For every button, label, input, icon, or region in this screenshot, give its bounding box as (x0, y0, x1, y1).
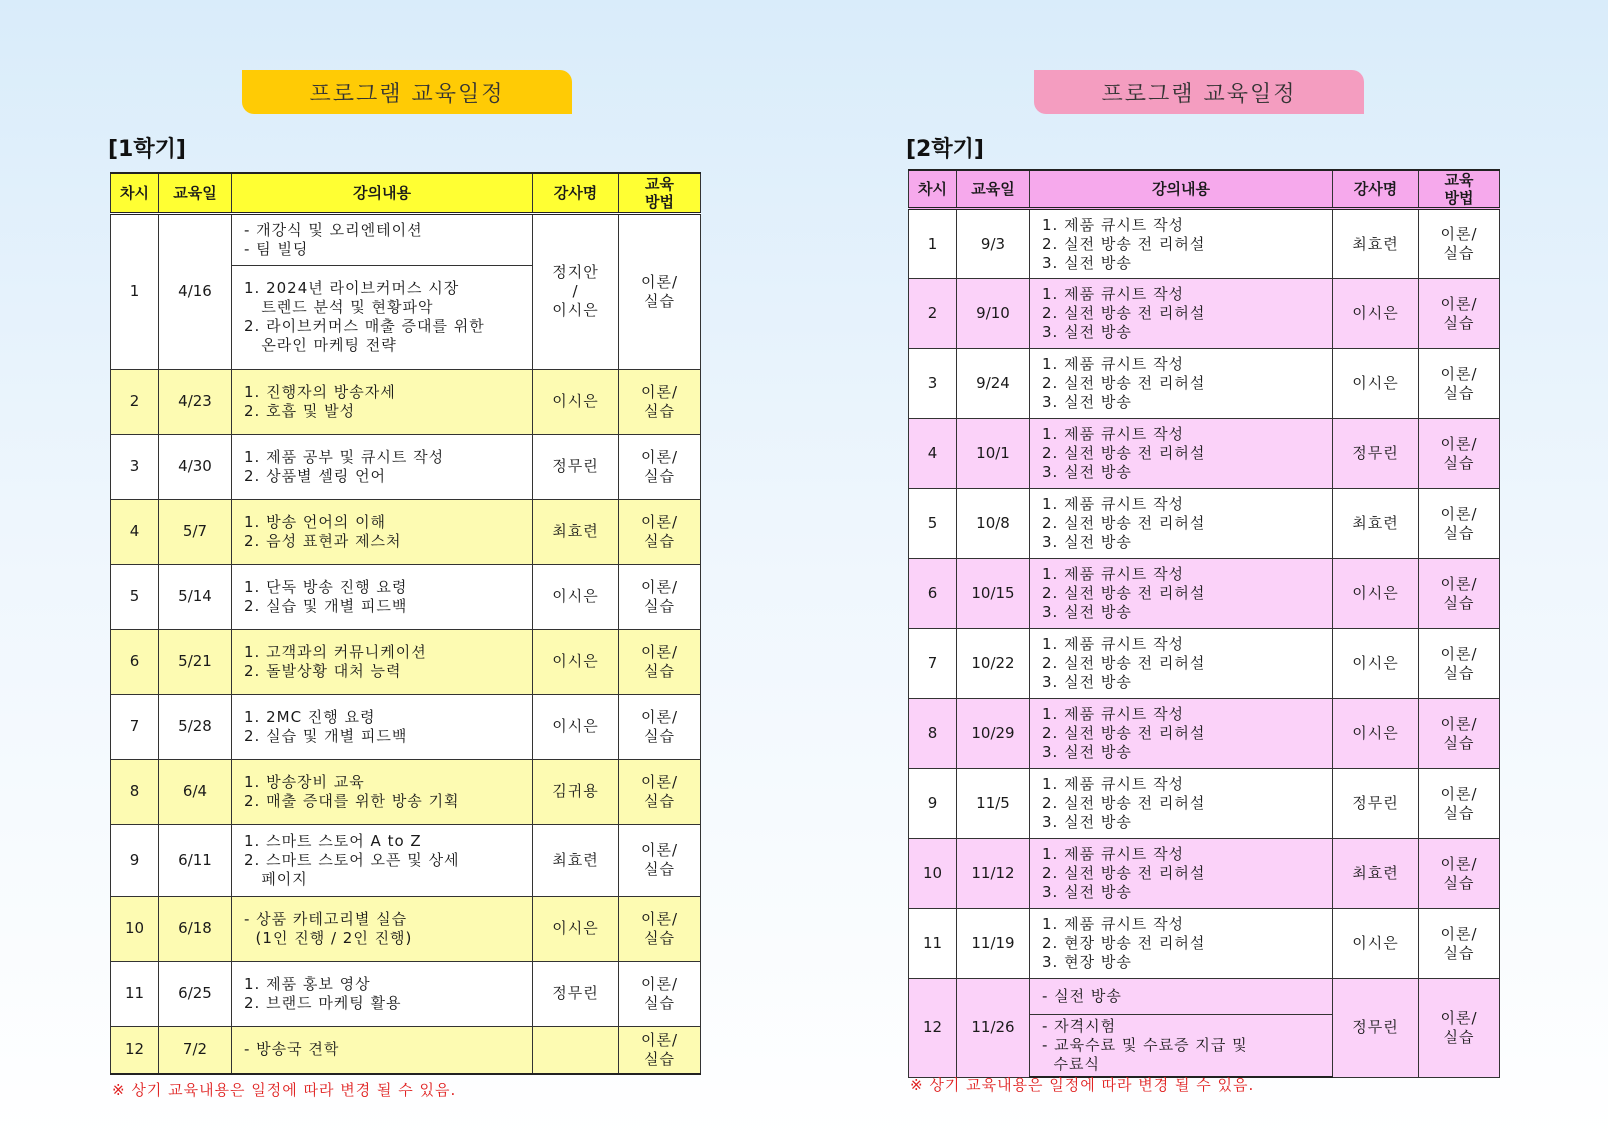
session-date: 5/7 (159, 499, 232, 564)
table-row (111, 759, 701, 824)
table-row (111, 1026, 701, 1074)
session-method: 이론/ 실습 (619, 1026, 701, 1074)
session-number: 8 (909, 699, 957, 769)
session-number: 9 (111, 824, 159, 896)
session-number: 12 (909, 979, 957, 1078)
table-row (111, 369, 701, 434)
session-content: 1. 진행자의 방송자세 2. 호흡 및 발성 (232, 369, 533, 434)
session-date: 10/29 (957, 699, 1030, 769)
session-method: 이론/ 실습 (619, 961, 701, 1026)
session-content: 1. 방송 언어의 이해 2. 음성 표현과 제스처 (232, 499, 533, 564)
table-row (111, 961, 701, 1026)
session-date: 9/24 (957, 349, 1030, 419)
table-row (111, 824, 701, 896)
session-method: 이론/ 실습 (1419, 909, 1500, 979)
left-change-notice: ※ 상기 교육내용은 일정에 따라 변경 될 수 있음. (112, 1081, 457, 1099)
session-number: 7 (909, 629, 957, 699)
session-content: 1. 제품 큐시트 작성 2. 실전 방송 전 리허설 3. 실전 방송 (1030, 699, 1333, 769)
session-method: 이론/ 실습 (619, 896, 701, 961)
session-date: 6/18 (159, 896, 232, 961)
table-row (111, 499, 701, 564)
header-method: 교육 방법 (619, 173, 701, 213)
session-method: 이론/ 실습 (1419, 979, 1500, 1078)
left-banner-title: 프로그램 교육일정 (242, 70, 572, 114)
session-date: 11/26 (957, 979, 1030, 1078)
session-instructor: 이시은 (1333, 909, 1419, 979)
session-number: 10 (111, 896, 159, 961)
session-instructor: 정지안 / 이시은 (533, 213, 619, 369)
session-method: 이론/ 실습 (1419, 559, 1500, 629)
table-row (909, 629, 1500, 699)
table-row (111, 629, 701, 694)
table-row (909, 419, 1500, 489)
session-content: 1. 제품 큐시트 작성 2. 실전 방송 전 리허설 3. 실전 방송 (1030, 419, 1333, 489)
session-number: 9 (909, 769, 957, 839)
session-date: 7/2 (159, 1026, 232, 1074)
session-method: 이론/ 실습 (1419, 629, 1500, 699)
session-instructor: 이시은 (1333, 559, 1419, 629)
session-number: 4 (909, 419, 957, 489)
right-change-notice: ※ 상기 교육내용은 일정에 따라 변경 될 수 있음. (910, 1076, 1255, 1094)
left-term-label: [1학기] (108, 137, 186, 162)
session-method: 이론/ 실습 (1419, 349, 1500, 419)
session-instructor: 최효련 (1333, 839, 1419, 909)
session-content: 1. 고객과의 커뮤니케이션 2. 돌발상황 대처 능력 (232, 629, 533, 694)
session-method: 이론/ 실습 (619, 434, 701, 499)
table-row (909, 699, 1500, 769)
session-number: 4 (111, 499, 159, 564)
session-number: 2 (111, 369, 159, 434)
table-row (111, 213, 701, 265)
session-method: 이론/ 실습 (1419, 699, 1500, 769)
session-method: 이론/ 실습 (1419, 279, 1500, 349)
session-number: 3 (111, 434, 159, 499)
session-number: 11 (909, 909, 957, 979)
session-method: 이론/ 실습 (619, 499, 701, 564)
session-content: 1. 방송장비 교육 2. 매출 증대를 위한 방송 기획 (232, 759, 533, 824)
session-number: 11 (111, 961, 159, 1026)
session-method: 이론/ 실습 (619, 824, 701, 896)
session-content: - 실전 방송 (1030, 979, 1333, 1015)
session-number: 12 (111, 1026, 159, 1074)
right-term-label: [2학기] (906, 137, 984, 162)
header-content: 강의내용 (232, 173, 533, 213)
session-method: 이론/ 실습 (619, 564, 701, 629)
table-row (111, 564, 701, 629)
session-number: 3 (909, 349, 957, 419)
left-schedule-table (110, 172, 701, 1075)
right-schedule-table (908, 169, 1500, 1078)
session-date: 6/4 (159, 759, 232, 824)
session-number: 6 (909, 559, 957, 629)
session-number: 2 (909, 279, 957, 349)
session-date: 11/5 (957, 769, 1030, 839)
session-date: 4/23 (159, 369, 232, 434)
session-method: 이론/ 실습 (619, 759, 701, 824)
session-date: 5/28 (159, 694, 232, 759)
session-instructor: 이시은 (1333, 699, 1419, 769)
session-date: 5/14 (159, 564, 232, 629)
header-session: 차시 (909, 170, 957, 209)
session-instructor: 정무린 (533, 961, 619, 1026)
session-content: 1. 제품 큐시트 작성 2. 실전 방송 전 리허설 3. 실전 방송 (1030, 629, 1333, 699)
session-content: 1. 제품 큐시트 작성 2. 실전 방송 전 리허설 3. 실전 방송 (1030, 209, 1333, 279)
session-number: 7 (111, 694, 159, 759)
table-row (909, 979, 1500, 1015)
session-content: 1. 2024년 라이브커머스 시장 트렌드 분석 및 현황파악 2. 라이브커머스 매출 증대를 위한 온라인 마케팅 전략 (232, 265, 533, 369)
session-method: 이론/ 실습 (619, 369, 701, 434)
session-instructor: 이시은 (533, 629, 619, 694)
table-row (909, 489, 1500, 559)
session-content: - 방송국 견학 (232, 1026, 533, 1074)
session-number: 1 (111, 213, 159, 369)
session-instructor: 이시은 (1333, 629, 1419, 699)
session-instructor: 정무린 (1333, 979, 1419, 1078)
session-date: 9/10 (957, 279, 1030, 349)
session-content: - 개강식 및 오리엔테이션 - 팀 빌딩 (232, 213, 533, 265)
session-instructor: 이시은 (533, 369, 619, 434)
session-date: 9/3 (957, 209, 1030, 279)
session-number: 10 (909, 839, 957, 909)
session-instructor: 정무린 (533, 434, 619, 499)
session-content: 1. 제품 큐시트 작성 2. 실전 방송 전 리허설 3. 실전 방송 (1030, 839, 1333, 909)
table-row (909, 349, 1500, 419)
session-content: 1. 제품 홍보 영상 2. 브랜드 마케팅 활용 (232, 961, 533, 1026)
session-instructor: 정무린 (1333, 419, 1419, 489)
session-instructor: 이시은 (533, 896, 619, 961)
session-method: 이론/ 실습 (619, 694, 701, 759)
header-instructor: 강사명 (1333, 170, 1419, 209)
session-content: 1. 단독 방송 진행 요령 2. 실습 및 개별 피드백 (232, 564, 533, 629)
session-instructor: 최효련 (533, 824, 619, 896)
session-method: 이론/ 실습 (1419, 769, 1500, 839)
session-content: - 상품 카테고리별 실습 (1인 진행 / 2인 진행) (232, 896, 533, 961)
session-content: 1. 제품 큐시트 작성 2. 실전 방송 전 리허설 3. 실전 방송 (1030, 349, 1333, 419)
session-instructor: 이시은 (1333, 349, 1419, 419)
session-instructor: 정무린 (1333, 769, 1419, 839)
session-instructor: 최효련 (1333, 489, 1419, 559)
session-instructor: 최효련 (533, 499, 619, 564)
table-row (909, 279, 1500, 349)
session-method: 이론/ 실습 (1419, 489, 1500, 559)
table-row (111, 694, 701, 759)
session-content: 1. 스마트 스토어 A to Z 2. 스마트 스토어 오픈 및 상세 페이지 (232, 824, 533, 896)
session-date: 6/11 (159, 824, 232, 896)
table-row (111, 434, 701, 499)
session-content: 1. 제품 큐시트 작성 2. 현장 방송 전 리허설 3. 현장 방송 (1030, 909, 1333, 979)
session-number: 6 (111, 629, 159, 694)
table-row (909, 909, 1500, 979)
session-content: 1. 2MC 진행 요령 2. 실습 및 개별 피드백 (232, 694, 533, 759)
table-row (909, 769, 1500, 839)
session-method: 이론/ 실습 (1419, 419, 1500, 489)
session-method: 이론/ 실습 (619, 213, 701, 369)
session-date: 6/25 (159, 961, 232, 1026)
session-number: 5 (909, 489, 957, 559)
header-instructor: 강사명 (533, 173, 619, 213)
session-content: 1. 제품 공부 및 큐시트 작성 2. 상품별 셀링 언어 (232, 434, 533, 499)
session-instructor: 이시은 (533, 694, 619, 759)
right-banner-title: 프로그램 교육일정 (1034, 70, 1364, 114)
session-number: 8 (111, 759, 159, 824)
session-number: 1 (909, 209, 957, 279)
session-date: 4/30 (159, 434, 232, 499)
table-row (111, 896, 701, 961)
session-date: 10/1 (957, 419, 1030, 489)
session-content: - 자격시험 - 교육수료 및 수료증 지급 및 수료식 (1030, 1015, 1333, 1078)
session-date: 10/22 (957, 629, 1030, 699)
header-content: 강의내용 (1030, 170, 1333, 209)
table-row (909, 839, 1500, 909)
right-table-header-row (909, 170, 1500, 209)
session-content: 1. 제품 큐시트 작성 2. 실전 방송 전 리허설 3. 실전 방송 (1030, 279, 1333, 349)
session-method: 이론/ 실습 (619, 629, 701, 694)
session-instructor: 김귀용 (533, 759, 619, 824)
table-row (909, 559, 1500, 629)
session-date: 11/19 (957, 909, 1030, 979)
session-instructor (533, 1026, 619, 1074)
session-date: 4/16 (159, 213, 232, 369)
session-date: 5/21 (159, 629, 232, 694)
header-date: 교육일 (957, 170, 1030, 209)
header-session: 차시 (111, 173, 159, 213)
session-instructor: 최효련 (1333, 209, 1419, 279)
session-date: 10/15 (957, 559, 1030, 629)
session-number: 5 (111, 564, 159, 629)
session-content: 1. 제품 큐시트 작성 2. 실전 방송 전 리허설 3. 실전 방송 (1030, 489, 1333, 559)
session-method: 이론/ 실습 (1419, 839, 1500, 909)
session-content: 1. 제품 큐시트 작성 2. 실전 방송 전 리허설 3. 실전 방송 (1030, 769, 1333, 839)
header-method: 교육 방법 (1419, 170, 1500, 209)
session-date: 11/12 (957, 839, 1030, 909)
header-date: 교육일 (159, 173, 232, 213)
session-instructor: 이시은 (1333, 279, 1419, 349)
session-instructor: 이시은 (533, 564, 619, 629)
session-date: 10/8 (957, 489, 1030, 559)
left-table-header-row (111, 173, 701, 213)
table-row (909, 209, 1500, 279)
session-method: 이론/ 실습 (1419, 209, 1500, 279)
session-content: 1. 제품 큐시트 작성 2. 실전 방송 전 리허설 3. 실전 방송 (1030, 559, 1333, 629)
